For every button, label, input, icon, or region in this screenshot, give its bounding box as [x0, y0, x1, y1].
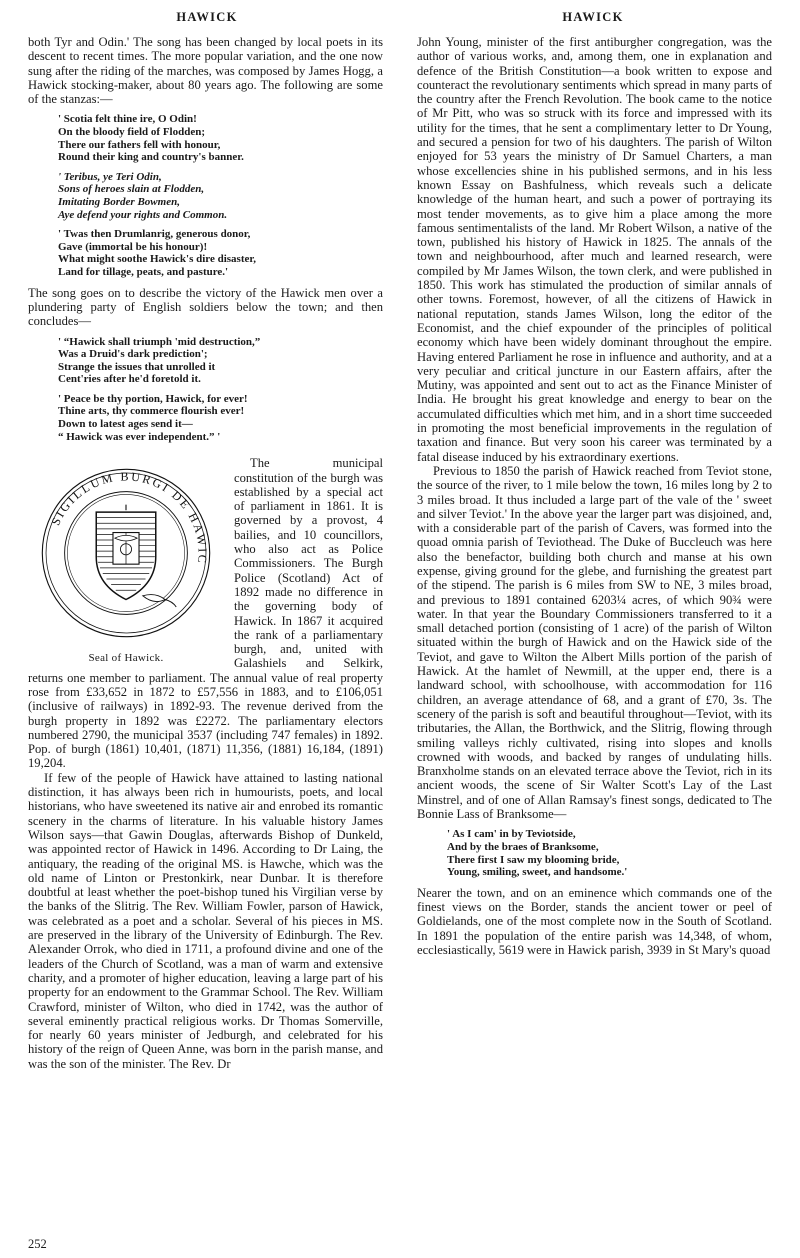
paragraph: The song goes on to describe the victory of the Hawick men over a plundering party of English soldiers below the town; and then concludes— — [28, 285, 383, 329]
verse-line: ' Scotia felt thine ire, O Odin! — [58, 113, 197, 126]
verse-line: Sons of heroes slain at Flodden, — [58, 183, 205, 196]
verse-line: There our fathers fell with honour, — [58, 138, 221, 151]
verse-line: On the bloody field of Flodden; — [58, 126, 205, 139]
left-column — [28, 35, 400, 1071]
running-heads — [28, 10, 772, 25]
verse-line: There first I saw my blooming bride, — [447, 853, 620, 866]
svg-text:SIGILLUM BURGI DE HAWIC: SIGILLUM BURGI DE HAWIC — [48, 469, 210, 566]
verse-line: “ Hawick was ever independent.” ' — [58, 430, 221, 443]
verse-line: Strange the issues that unrolled it — [58, 360, 216, 373]
seal-figure — [28, 460, 224, 665]
figure-caption: Seal of Hawick. — [88, 652, 164, 665]
verse-line: What might soothe Hawick's dire disaster, — [58, 253, 257, 266]
verse-block — [28, 336, 383, 386]
verse-block — [28, 171, 383, 221]
page-number: 252 — [28, 1237, 47, 1251]
verse-line: ' “Hawick shall triumph 'mid destruction,” — [58, 335, 261, 348]
verse-block — [28, 393, 383, 443]
verse-line: And by the braes of Branksome, — [447, 840, 599, 853]
running-head-right: HAWICK — [562, 10, 624, 24]
verse-block — [28, 113, 383, 163]
right-column — [400, 35, 772, 957]
verse-line: Land for tillage, peats, and pasture.' — [58, 266, 229, 279]
verse-line: ' Teribus, ye Teri Odin, — [58, 170, 162, 183]
paragraph: Previous to 1850 the parish of Hawick reached from Teviot stone, the source of the river, to 1 mile below the town, 16 miles long by 2 to 3 miles broad. It thus included a large part of the vale of the ' sweet and silver Teviot.' In the above year the larger part was disjoined, and, with a considerable part of the parish of Cavers, was formed into the quoad omnia parish of Teviothead. The Duke of Buccleuch was here also the benefactor, building both church and manse at his own expense, giving ground for the glebe, and furnishing the greatest part of the stipend. The parish is 6 miles from SW to NE, 3 miles broad, and previous to 1891 contained 6203¼ acres, of which 90¾ were water. In that year the Boundary Commissioners transferred to it a small detached portion (consisting of 1 acre) of the parish of Wilton situated within the burgh of Hawick and on the Hawick side of the Teviot, and gave to Wilton the Albert Mills portion of the parish of Hawick. At the hamlet of Newmill, at the upper end, there is a landward school, with schoolhouse, with accommodation for 116 children, an average attendance of 68, and a grant of £70, 3s. The scenery of the parish is soft and beautiful throughout—Teviot, with its tributaries, the Allan, the Borthwick, and the Slitrig, flowing through smiling valleys richly cultivated, rising into slopes and knolls crowned with woods, and backed by ranges of undulating hills. Branxholme stands on an elevated terrace above the Teviot, rich in its ancient woods, the scene of Sir Walter Scott's Lay of the Last Minstrel, and of one of Allan Ramsay's finest songs, dedicated to The Bonnie Lass of Branksome— — [417, 463, 772, 822]
paragraph: both Tyr and Odin.' The song has been changed by local poets in its descent to recent times. The more popular variation, and the one now sung after the riding of the marches, was composed by James Hogg, a Hawick stocking-maker, about 80 years ago. The following are some of the stanzas:— — [28, 35, 383, 107]
paragraph: The municipal constitution of the burgh was established by a special act of parliament in 1861. It is governed by a provost, 4 bailies, and 10 councillors, who also act as Police Commissioners. The Burgh Police (Scotland) Act of 1892 made no difference in the governing body of Hawick. In 1867 it acquired the rank of a parliamentary burgh, and, united with Galashiels and Selkirk, returns one member to parliament. The annual value of real property rose from £33,652 in 1872 to £57,556 in 1883, and to £106,051 (inclusive of railways) in 1892-93. The revenue derived from the burgh property in 1892 was £2272. The parliamentary electors numbered 2790, the municipal 3537 (including 747 females) in 1892. Pop. of burgh (1861) 10,401, (1871) 11,356, (1881) 16,184, (1891) 19,204. — [28, 456, 383, 771]
verse-line: Young, smiling, sweet, and handsome.' — [447, 866, 628, 879]
paragraph: Nearer the town, and on an eminence which commands one of the finest views on the Border, stands the ancient tower or peel of Goldielands, one of the most complete now in the South of Scotland. In 1891 the population of the entire parish was 14,348, of whom, ecclesiastically, 5619 were in Hawick parish, 3939 in St Mary's quoad — [417, 885, 772, 957]
verse-block — [28, 228, 383, 278]
verse-line: Aye defend your rights and Common. — [58, 208, 228, 221]
paragraph: If few of the people of Hawick have attained to lasting national distinction, it has always been rich in humourists, poets, and local historians, who have sweetened its native air and enrobed its romantic scenery in the charms of literature. In his valuable history James Wilson says—that Gawin Douglas, afterwards Bishop of Dunkeld, was appointed rector of Hawick in 1496. According to Dr Laing, the antiquary, the reading of the original MS. is Hawche, which was the old name of Linton or Prestonkirk, near Dunbar. It is therefore doubtful at least whether the poet-bishop tuned his Virgilian verse by the banks of the Slitrig. The Rev. William Fowler, parson of Hawick, was celebrated as a poet and a scholar. Several of his pieces in MS. are preserved in the library of the University of Edinburgh. The Rev. Alexander Orrok, who died in 1711, a profound divine and one of the leaders of the Church of Scotland, was a man of warm and extensive charity, and a promoter of higher education, leaving a large part of his property for an endowment to the Grammar School. The Rev. William Crawford, minister of Wilton, who died in 1742, was the author of several eminently practical religious works. Dr Thomas Somerville, for nearly 60 years minister of Jedburgh, and celebrated for his history of the reign of Queen Anne, was born in the parish manse, and was the son of the minister. The Rev. Dr — [28, 770, 383, 1071]
verse-block — [417, 828, 772, 878]
verse-line: Down to latest ages send it— — [58, 418, 193, 431]
verse-line: ' As I cam' in by Teviotside, — [447, 828, 576, 841]
verse-line: Gave (immortal be his honour)! — [58, 240, 208, 253]
verse-line: Round their king and country's banner. — [58, 151, 244, 164]
paragraph: John Young, minister of the first antiburgher congregation, was the author of various works, and, among them, one in explanation and defence of the British Constitution—a book written to expose and counteract the revolutionary sentiments which spread in many parts of the country after the French Revolution. The book came to the notice of Mr Pitt, who was so struck with its force and impressed with its utility for the times, that he sent a complimentary letter to Dr Young, and secured a pension for two of his daughters. The parish of Wilton enjoyed for 53 years the ministry of Dr Samuel Charters, a man whose excellencies shine in his published sermons, and in his less known Essay on Bashfulness, which reveals such a delicate knowledge of the human heart, and such a power of portraying its most tender movements, as to give him a place among the more famous sentimentalists of the land. Mr Robert Wilson, a native of the town, published his history of Hawick in 1825. The annals of the town and neighbourhood, after much and learned research, were compiled by Mr James Wilson, the town clerk, and were published in 1850. This work has stimulated the production of similar annals of other towns. Foremost, however, of all the citizens of Hawick in national reputation, stands James Wilson, long the editor of the Economist, and the chief expounder of the principles of political economy which have been widely dominant throughout the empire. Having entered Parliament he rose in influence and authority, and at a very peculiar and critical juncture in our Eastern affairs, after the Mutiny, was appointed and sent out to act as the Finance Minister of India. He brought his great knowledge and energy to bear on the accumulated difficulties which met him, and in a short time succeeded in promoting the most beneficial improvements in the regulation of taxation and finance. But very soon his career was terminated by a fatal disease induced by his extraordinary exertions. — [417, 35, 772, 464]
verse-line: Imitating Border Bowmen, — [58, 196, 180, 209]
running-head-left: HAWICK — [176, 10, 238, 24]
verse-line: Cent'ries after he'd foretold it. — [58, 373, 201, 386]
verse-line: ' Twas then Drumlanrig, generous donor, — [58, 228, 251, 241]
verse-line: Thine arts, thy commerce flourish ever! — [58, 405, 245, 418]
verse-line: ' Peace be thy portion, Hawick, for ever! — [58, 392, 248, 405]
two-column-body — [28, 35, 772, 1071]
burgh-seal-illustration — [33, 460, 219, 646]
verse-line: Was a Druid's dark prediction'; — [58, 348, 208, 361]
